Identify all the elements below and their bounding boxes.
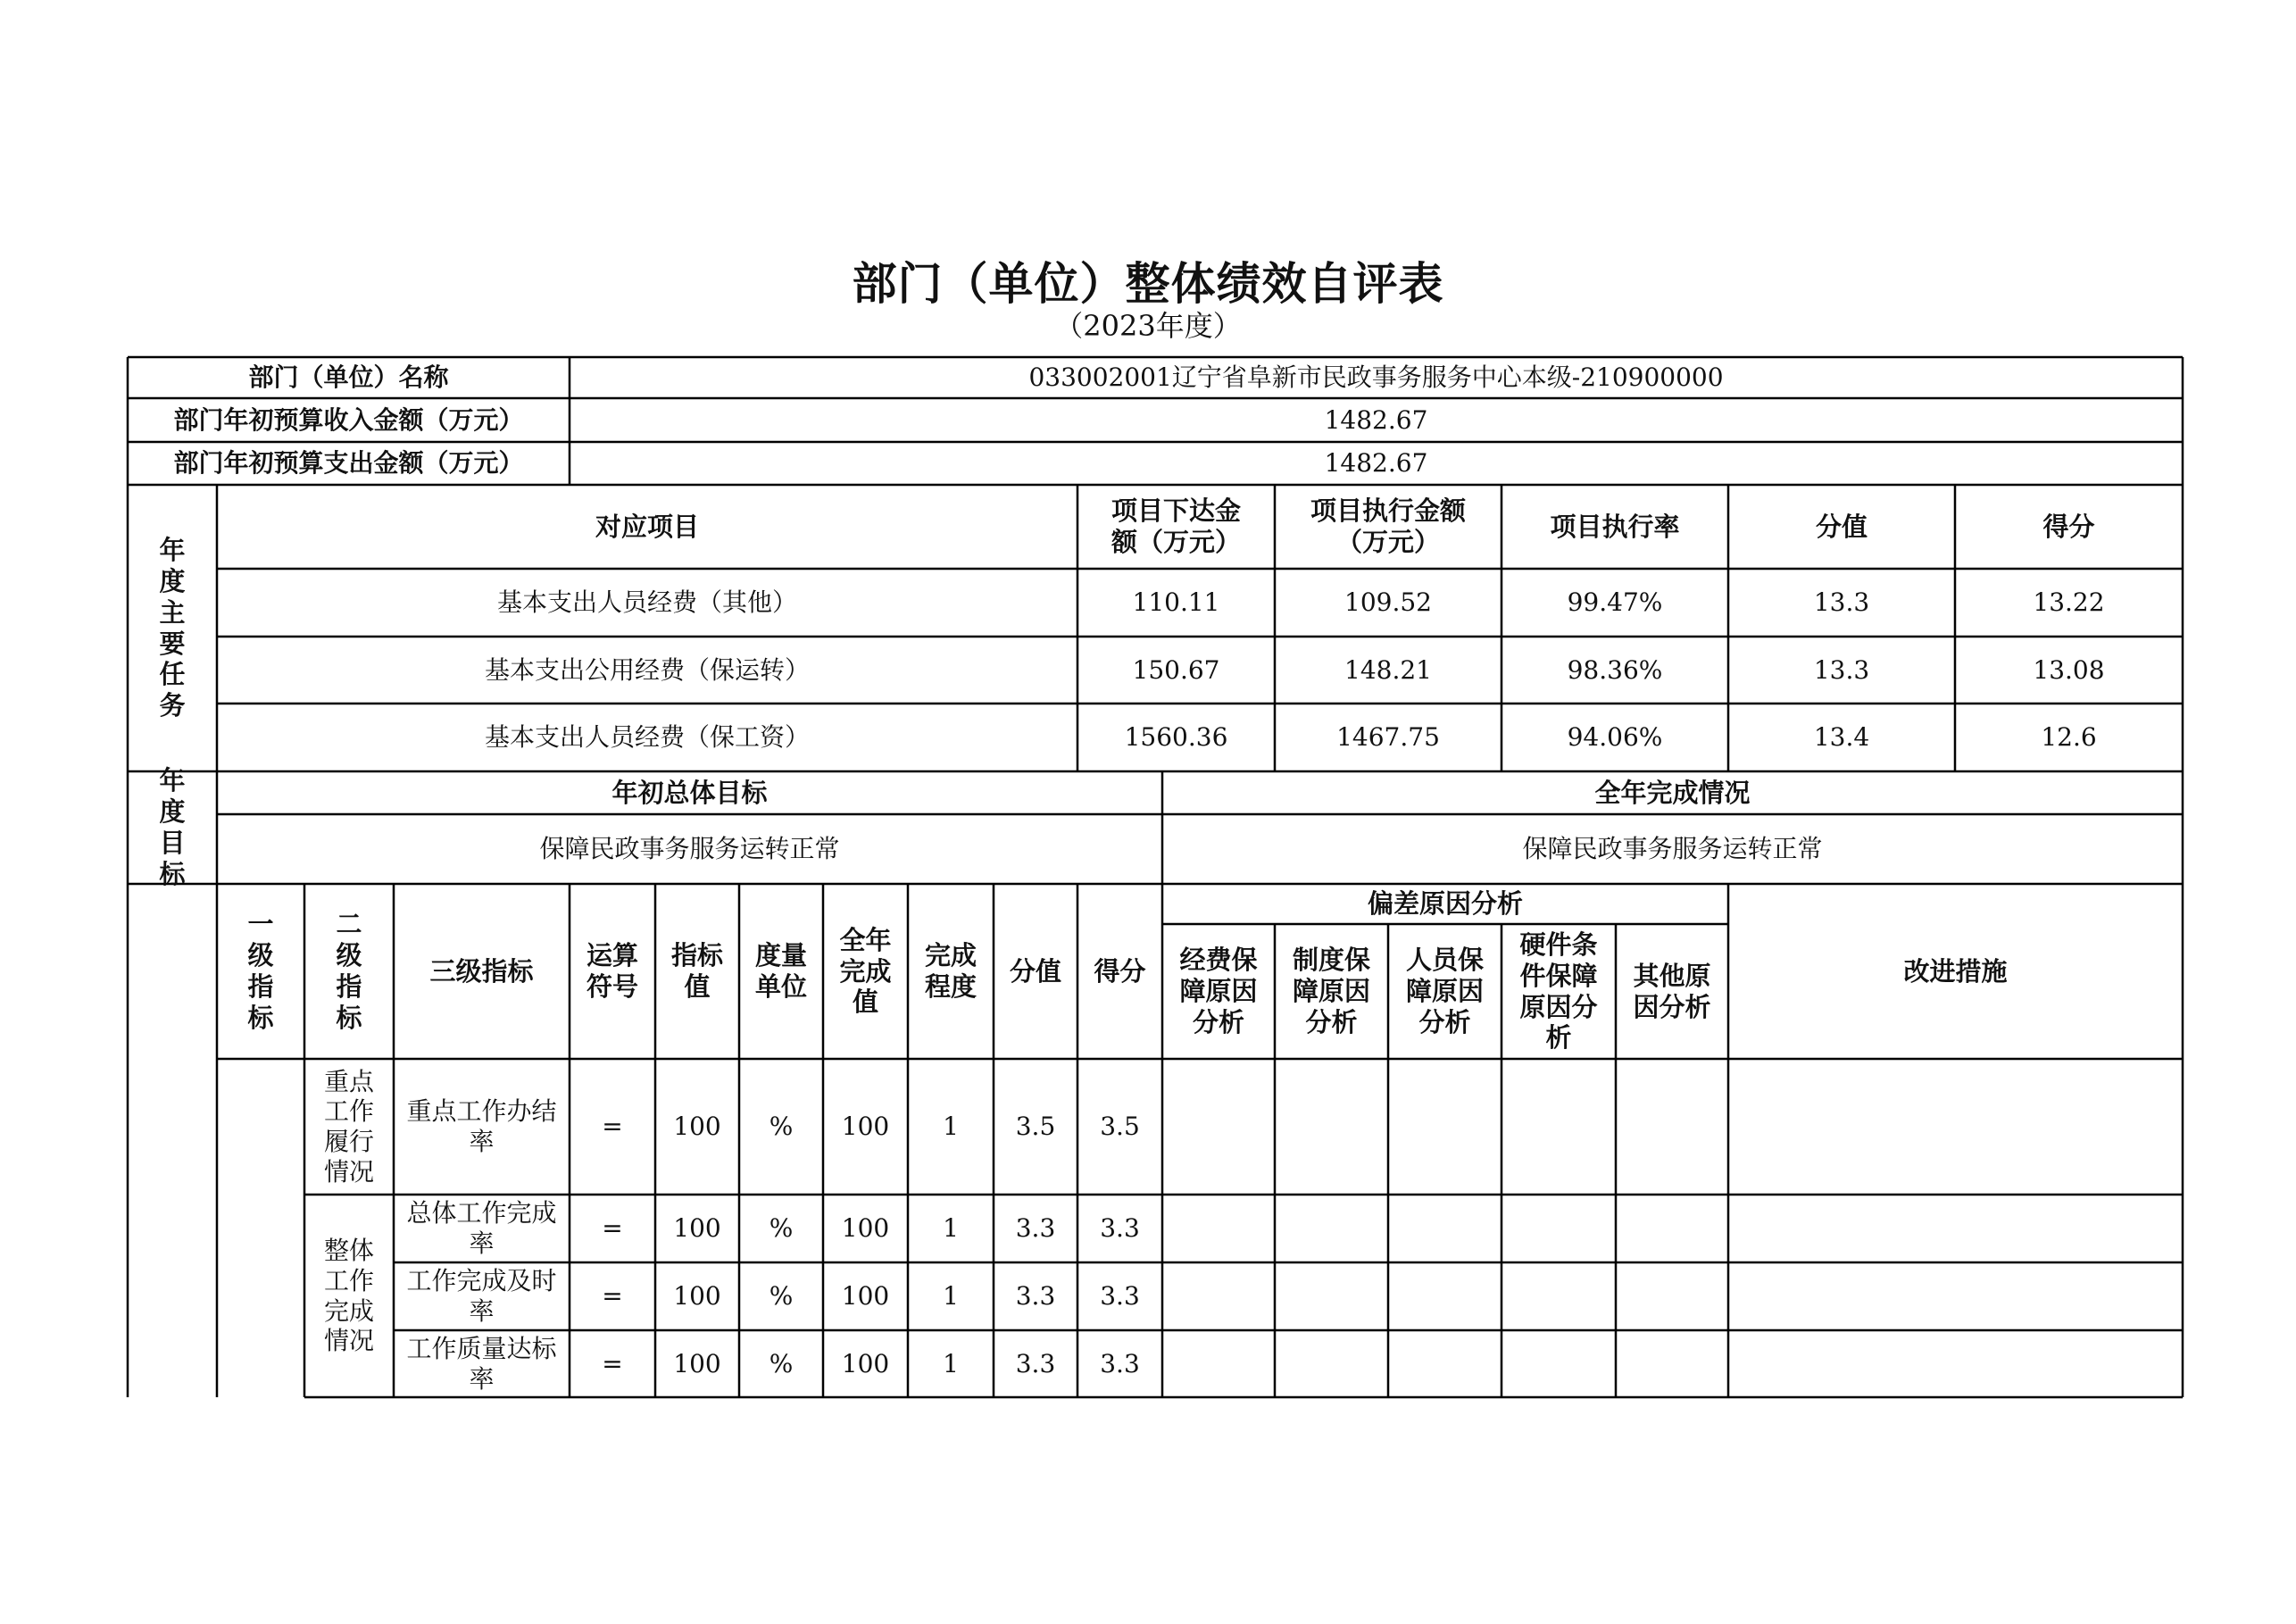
- ind-row-score-value: 3.3: [1015, 1213, 1056, 1244]
- dept-name-value: 033002001辽宁省阜新市民政事务服务中心本级-210900000: [1028, 362, 1724, 393]
- goals-initial-header: 年初总体目标: [611, 777, 768, 808]
- ind-row-score: 3.3: [1100, 1281, 1140, 1312]
- ind-header-level1: 一级指标: [247, 909, 274, 1033]
- task-row-allocated: 1560.36: [1124, 722, 1228, 753]
- budget-expense-value: 1482.67: [1324, 448, 1428, 479]
- ind-header-level3: 三级指标: [429, 955, 534, 987]
- ind-header-deviation: 偏差原因分析: [1367, 888, 1523, 920]
- tasks-header-rate: 项目执行率: [1550, 511, 1680, 542]
- task-row-allocated: 150.67: [1132, 654, 1220, 685]
- ind-header-score-value: 分值: [1009, 955, 1061, 987]
- goals-completion-header: 全年完成情况: [1594, 777, 1751, 808]
- tasks-header-score-value: 分值: [1815, 511, 1868, 542]
- ind-row-unit: %: [769, 1112, 794, 1142]
- ind-row-completion: 1: [943, 1213, 959, 1244]
- ind-header-completion: 完成程度: [924, 940, 977, 1002]
- ind-row-completion: 1: [943, 1112, 959, 1142]
- ind-row-actual: 100: [841, 1348, 890, 1378]
- ind-row-level3: 总体工作完成率: [406, 1198, 557, 1258]
- ind-row-operator: =: [602, 1213, 623, 1244]
- task-row-score-value: 13.3: [1813, 587, 1870, 618]
- ind-row-completion: 1: [943, 1348, 959, 1378]
- ind-row-unit: %: [769, 1348, 794, 1378]
- task-row-score: 13.22: [2033, 587, 2105, 618]
- ind-group-level2: 整体工作完成情况: [324, 1236, 375, 1356]
- ind-row-unit: %: [769, 1281, 794, 1312]
- task-row-item: 基本支出人员经费（保工资）: [484, 722, 810, 753]
- task-row-score: 13.08: [2033, 654, 2105, 685]
- ind-row-level3: 重点工作办结率: [406, 1096, 557, 1156]
- ind-row-score-value: 3.3: [1015, 1281, 1056, 1312]
- task-row-score-value: 13.4: [1813, 722, 1870, 753]
- ind-row-score-value: 3.3: [1015, 1348, 1056, 1378]
- task-row-rate: 98.36%: [1567, 654, 1663, 685]
- ind-row-level3: 工作质量达标率: [406, 1333, 557, 1394]
- ind-row-actual: 100: [841, 1213, 890, 1244]
- task-row-item: 基本支出公用经费（保运转）: [484, 654, 810, 685]
- ind-row-completion: 1: [943, 1281, 959, 1312]
- ind-row-actual: 100: [841, 1112, 890, 1142]
- ind-row-actual: 100: [841, 1281, 890, 1312]
- page-subtitle: （2023年度）: [1054, 309, 1242, 343]
- task-row-executed: 148.21: [1344, 654, 1432, 685]
- ind-header-unit: 度量单位: [755, 940, 808, 1002]
- ind-header-improvement: 改进措施: [1903, 955, 2008, 987]
- tasks-section-label: 年度主要任务: [159, 535, 186, 721]
- ind-row-unit: %: [769, 1213, 794, 1244]
- ind-row-operator: =: [602, 1281, 623, 1312]
- dept-name-label: 部门（单位）名称: [248, 362, 449, 393]
- ind-row-score: 3.3: [1100, 1213, 1140, 1244]
- goals-completion-text: 保障民政事务服务运转正常: [1522, 834, 1823, 864]
- ind-header-dev-funding: 经费保障原因分析: [1179, 945, 1258, 1037]
- ind-header-dev-hardware: 硬件条件保障原因分析: [1519, 929, 1598, 1054]
- budget-income-label: 部门年初预算收入金额（万元）: [173, 404, 524, 435]
- ind-row-target: 100: [673, 1281, 721, 1312]
- ind-header-dev-system: 制度保障原因分析: [1292, 945, 1370, 1037]
- task-row-score: 12.6: [2041, 722, 2097, 753]
- ind-header-target: 指标值: [671, 940, 724, 1002]
- budget-income-value: 1482.67: [1324, 404, 1428, 435]
- ind-header-level2: 二级指标: [336, 909, 362, 1033]
- ind-group-level2: 重点工作履行情况: [324, 1066, 375, 1187]
- page-title: 部门（单位）整体绩效自评表: [852, 258, 1444, 310]
- ind-header-score: 得分: [1094, 955, 1146, 987]
- task-row-rate: 99.47%: [1567, 587, 1663, 618]
- tasks-header-executed: 项目执行金额（万元）: [1310, 496, 1467, 557]
- ind-row-operator: =: [602, 1112, 623, 1142]
- ind-row-target: 100: [673, 1213, 721, 1244]
- ind-row-score: 3.5: [1100, 1112, 1140, 1142]
- ind-row-score-value: 3.5: [1015, 1112, 1056, 1142]
- goals-section-label: 年度目标: [159, 765, 186, 889]
- ind-header-actual: 全年完成值: [839, 924, 892, 1018]
- ind-header-dev-personnel: 人员保障原因分析: [1405, 945, 1484, 1037]
- ind-row-target: 100: [673, 1112, 721, 1142]
- task-row-executed: 1467.75: [1336, 722, 1440, 753]
- ind-row-operator: =: [602, 1348, 623, 1378]
- task-row-allocated: 110.11: [1132, 587, 1220, 618]
- ind-row-level3: 工作完成及时率: [406, 1266, 557, 1326]
- task-row-rate: 94.06%: [1567, 722, 1663, 753]
- task-row-score-value: 13.3: [1813, 654, 1870, 685]
- ind-row-target: 100: [673, 1348, 721, 1378]
- ind-row-score: 3.3: [1100, 1348, 1140, 1378]
- ind-header-operator: 运算符号: [586, 940, 638, 1002]
- goals-initial-text: 保障民政事务服务运转正常: [539, 834, 840, 864]
- budget-expense-label: 部门年初预算支出金额（万元）: [173, 448, 524, 479]
- task-row-executed: 109.52: [1344, 587, 1432, 618]
- tasks-header-score: 得分: [2042, 511, 2095, 542]
- tasks-header-allocated: 项目下达金额（万元）: [1111, 496, 1241, 557]
- tasks-header-item: 对应项目: [595, 511, 699, 542]
- ind-header-dev-other: 其他原因分析: [1633, 960, 1711, 1022]
- task-row-item: 基本支出人员经费（其他）: [496, 587, 797, 618]
